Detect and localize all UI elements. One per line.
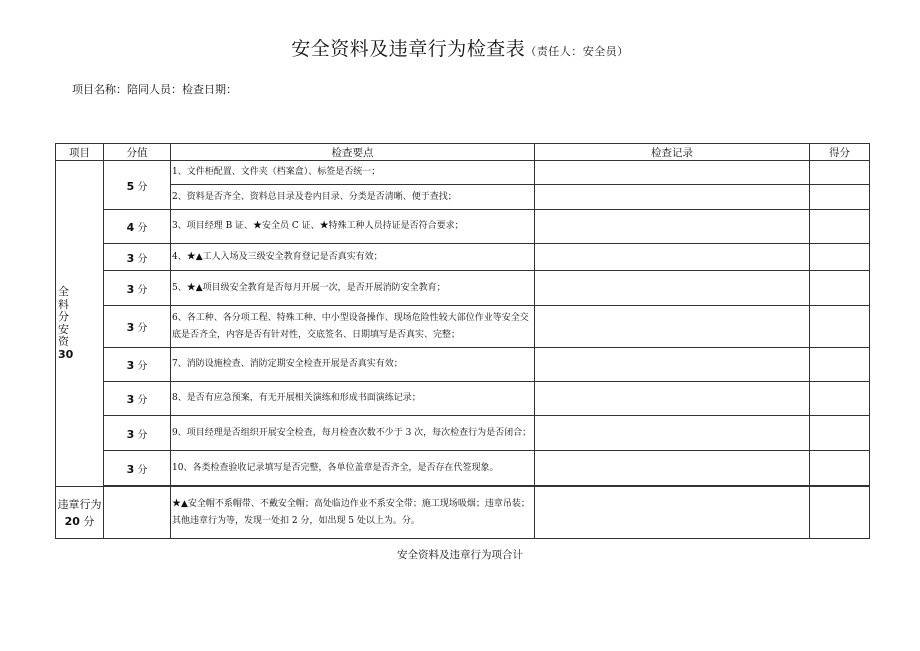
points-unit: 分 (137, 284, 148, 296)
record-cell[interactable] (535, 210, 810, 244)
check-point: 4、★▲工人入场及三级安全教育登记是否真实有效； (171, 244, 535, 271)
record-cell[interactable] (535, 487, 810, 539)
section-label-char: 安 (58, 322, 69, 336)
points-cell (104, 382, 171, 416)
points-value: 3 (126, 427, 135, 441)
score-cell[interactable] (810, 185, 870, 210)
points-value: 3 (126, 393, 135, 406)
record-cell[interactable] (535, 185, 810, 210)
title-responsible: （责任人：安全员） (525, 45, 629, 58)
score-cell[interactable] (810, 271, 870, 306)
score-cell[interactable] (810, 382, 870, 416)
points-cell (104, 244, 171, 271)
section-label-char: 料 (58, 297, 69, 311)
check-point: ★▲安全帽不系帽带、不戴安全帽；高处临边作业不系安全带；施工现场吸烟；违章吊装；其他违章行为等，发现一处扣 2 分，如出现 5 处以上为。分。 (171, 487, 535, 539)
score-cell[interactable] (810, 210, 870, 244)
check-point: 3、项目经理 B 证、★安全员 C 证、★特殊工种人员持证是否符合要求； (171, 210, 535, 244)
header-project: 项目 (56, 144, 104, 161)
record-cell[interactable] (535, 271, 810, 306)
section-label-char: 资 (58, 335, 69, 348)
points-value: 3 (126, 462, 135, 476)
points-unit: 分 (137, 253, 148, 265)
table-row (56, 185, 870, 210)
check-point: 9、项目经理是否组织开展安全检查，每月检查次数不少于 3 次，每次检查行为是否闭合； (171, 416, 535, 451)
check-point: 8、是否有应急预案，有无开展相关演练和形成书面演练记录； (171, 382, 535, 416)
points-value: 3 (126, 282, 135, 296)
points-unit: 分 (137, 395, 148, 406)
table-row (56, 416, 870, 451)
points-value: 3 (126, 359, 135, 372)
table-row (56, 306, 870, 348)
check-point: 2、资料是否齐全、资料总目录及卷内目录、分类是否清晰、便于查找； (171, 185, 535, 210)
record-cell[interactable] (535, 244, 810, 271)
record-cell[interactable] (535, 161, 810, 185)
table-row (56, 161, 870, 185)
header-score: 得分 (810, 144, 870, 161)
score-cell[interactable] (810, 416, 870, 451)
points-cell (104, 210, 171, 244)
section-label-char: 分 (58, 310, 69, 323)
score-cell[interactable] (810, 161, 870, 185)
record-cell[interactable] (535, 382, 810, 416)
header-score-value: 分值 (104, 144, 171, 161)
section-safety-docs-label (56, 161, 104, 487)
score-cell[interactable] (810, 348, 870, 382)
points-unit: 分 (137, 223, 148, 234)
table-row (56, 451, 870, 486)
check-point: 1、文件柜配置、文件夹（档案盒）、标签是否统一； (171, 161, 535, 185)
score-cell[interactable] (810, 487, 870, 539)
points-cell (104, 487, 171, 539)
title-main: 安全资料及违章行为检查表 (291, 38, 526, 60)
table-row (56, 210, 870, 244)
points-unit: 分 (137, 464, 148, 476)
header-key-points: 检查要点 (171, 144, 535, 161)
points-cell (104, 161, 171, 210)
page-title (0, 34, 920, 61)
section-label-char: 全 (58, 285, 69, 298)
points-cell (104, 451, 171, 486)
points-cell (104, 306, 171, 348)
check-point: 7、消防设施检查、消防定期安全检查开展是否真实有效； (171, 348, 535, 382)
table-row (56, 244, 870, 271)
points-unit: 分 (137, 323, 148, 334)
check-point: 10、各类检查验收记录填写是否完整，各单位盖章是否齐全，是否存在代签现象。 (171, 451, 535, 486)
points-cell (104, 348, 171, 382)
table-row (56, 382, 870, 416)
section-violations-points: 20 (64, 514, 80, 528)
score-cell[interactable] (810, 451, 870, 486)
points-cell (104, 416, 171, 451)
points-unit: 分 (137, 181, 148, 193)
table-row (56, 271, 870, 306)
header-record: 检查记录 (535, 144, 810, 161)
points-value: 3 (126, 321, 135, 334)
inspection-table (55, 143, 870, 539)
section-violations-title: 违章行为 (57, 497, 102, 511)
record-cell[interactable] (535, 306, 810, 348)
header-row (56, 144, 870, 161)
points-unit: 分 (137, 429, 148, 441)
record-cell[interactable] (535, 416, 810, 451)
points-cell (104, 271, 171, 306)
points-value: 4 (126, 221, 135, 234)
meta-line: 项目名称：陪同人员：检查日期： (72, 83, 237, 96)
section-label-points: 30 (58, 347, 74, 361)
points-unit: 分 (137, 361, 148, 372)
table-row (56, 348, 870, 382)
check-point: 6、各工种、各分项工程、特殊工种、中小型设备操作、现场危险性较大部位作业等安全交底是否齐全，内容是否有针对性，交底签名、日期填写是否真实、完整； (171, 306, 535, 348)
record-cell[interactable] (535, 348, 810, 382)
check-point: 5、★▲项目级安全教育是否每月开展一次，是否开展消防安全教育； (171, 271, 535, 306)
points-value: 5 (126, 179, 135, 193)
record-cell[interactable] (535, 451, 810, 486)
section-violations-unit: 分 (83, 514, 95, 528)
points-value: 3 (126, 251, 135, 265)
score-cell[interactable] (810, 306, 870, 348)
total-label: 安全资料及违章行为项合计 (397, 549, 523, 561)
table-row (56, 487, 870, 539)
score-cell[interactable] (810, 244, 870, 271)
section-violations-label (56, 487, 104, 539)
